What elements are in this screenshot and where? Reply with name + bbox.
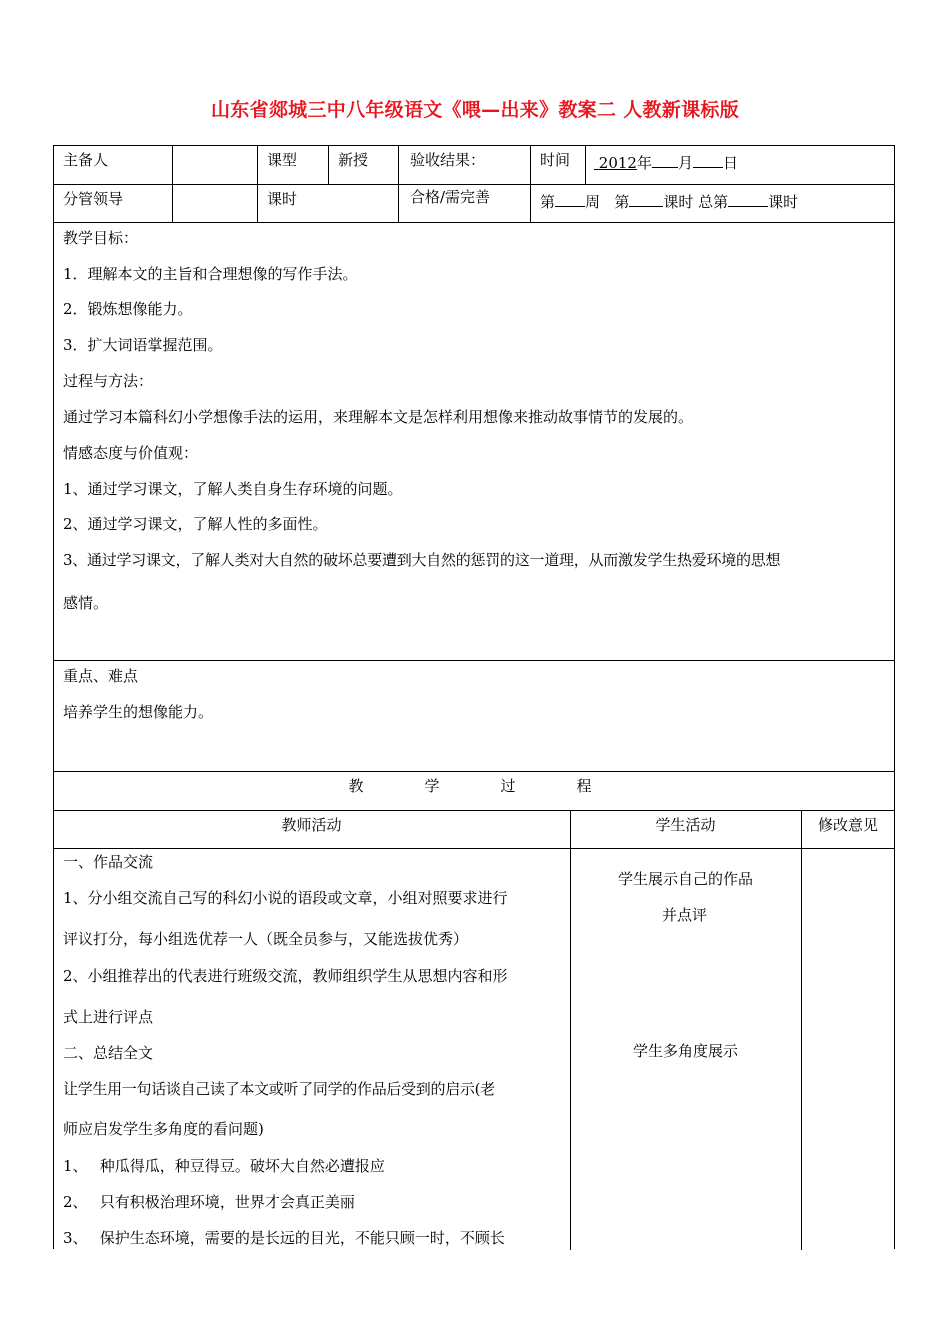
check-result-label: 验收结果：: [410, 151, 486, 169]
table-rule: [53, 222, 895, 223]
time-label: 时间: [540, 151, 571, 169]
table-rule: [530, 145, 531, 222]
process-section-heading: [318, 777, 622, 795]
week-blank: [555, 190, 585, 207]
table-rule: [801, 810, 802, 1250]
teacher-line: 1、 种瓜得瓜，种豆得豆。破坏大自然必遭报应: [63, 1157, 385, 1175]
teacher-line: 评议打分，每小组选优荐一人（既全员参与，又能选拔优秀）: [63, 930, 469, 948]
period-label: 课时: [267, 190, 298, 208]
table-rule: [53, 771, 895, 772]
date-field[interactable]: [594, 151, 738, 172]
heading-char: 学: [424, 777, 440, 795]
total-blank: [728, 190, 768, 207]
student-line: 学生展示自己的作品: [617, 870, 753, 888]
check-options: 合格/需完善: [410, 188, 491, 206]
manager-label: 分管领导: [63, 190, 124, 208]
teacher-line: 3、 保护生态环境，需要的是长远的目光，不能只顾一时，不顾长: [63, 1229, 505, 1247]
teacher-line: 2、小组推荐出的代表进行班级交流，教师组织学生从思想内容和形: [63, 967, 508, 985]
table-rule: [53, 848, 895, 849]
heading-char: 程: [576, 777, 592, 795]
document-title: 山东省郯城三中八年级语文《喂—出来》教案二 人教新课标版: [210, 99, 740, 121]
lesson-suffix: 课时: [663, 193, 694, 211]
lesson-blank: [629, 190, 663, 207]
month-suffix: 月: [677, 154, 693, 172]
process-text: 通过学习本篇科幻小学想像手法的运用，来理解本文是怎样利用想像来推动故事情节的发展的。: [63, 408, 694, 426]
total-suffix: 课时: [768, 193, 799, 211]
revise-column-header: 修改意见: [817, 816, 878, 834]
heading-char: 过: [500, 777, 516, 795]
objective-item: 2．锻炼想像能力。: [63, 300, 193, 318]
lead-preparer-label: 主备人: [63, 151, 109, 169]
week-suffix: 周: [585, 193, 601, 211]
teacher-line: 1、分小组交流自己写的科幻小说的语段或文章，小组对照要求进行: [63, 889, 508, 907]
teacher-line: 一、作品交流: [63, 853, 154, 871]
lesson-type-label: 课型: [267, 151, 298, 169]
focus-heading: 重点、难点: [63, 667, 139, 685]
objective-item: 1．理解本文的主旨和合理想像的写作手法。: [63, 265, 358, 283]
table-rule: [585, 145, 586, 184]
total-prefix: 总第: [698, 193, 729, 211]
teacher-line: 师应启发学生多角度的看问题): [63, 1120, 264, 1138]
table-rule: [398, 145, 399, 222]
process-heading: 过程与方法：: [63, 372, 154, 390]
teacher-line: 让学生用一句话谈自己读了本文或听了同学的作品后受到的启示(老: [63, 1080, 495, 1098]
teacher-line: 二、总结全文: [63, 1044, 154, 1062]
table-rule: [53, 810, 895, 811]
table-rule: [328, 145, 329, 184]
table-rule: [257, 145, 258, 222]
student-line: 学生多角度展示: [632, 1042, 738, 1060]
student-column-header: 学生活动: [655, 816, 716, 834]
year-suffix: 年: [636, 154, 652, 172]
teacher-column-header: 教师活动: [281, 816, 342, 834]
emotion-heading: 情感态度与价值观：: [63, 444, 199, 462]
lesson-type-value: 新授: [338, 151, 369, 169]
month-blank: [652, 151, 678, 168]
emotion-item: 1、通过学习课文，了解人类自身生存环境的问题。: [63, 480, 403, 498]
year-value: 2012: [598, 154, 637, 172]
schedule-field[interactable]: [540, 190, 798, 211]
lesson-prefix: 第: [614, 193, 630, 211]
day-blank: [693, 151, 723, 168]
table-rule: [172, 145, 173, 222]
table-rule: [53, 660, 895, 661]
emotion-item: 2、通过学习课文，了解人性的多面性。: [63, 515, 328, 533]
emotion-tail: 感情。: [63, 594, 109, 612]
teacher-line: 2、 只有积极治理环境，世界才会真正美丽: [63, 1193, 355, 1211]
week-prefix: 第: [540, 193, 556, 211]
teacher-line: 式上进行评点: [63, 1008, 154, 1026]
day-suffix: 日: [723, 154, 739, 172]
objectives-heading: 教学目标：: [63, 229, 139, 247]
emotion-item: 3、通过学习课文，了解人类对大自然的破坏总要遭到大自然的惩罚的这一道理，从而激发学生热爱环境的思想: [63, 551, 781, 569]
focus-text: 培养学生的想像能力。: [63, 703, 214, 721]
heading-char: 教: [348, 777, 364, 795]
student-line: 并点评: [662, 906, 708, 924]
objective-item: 3．扩大词语掌握范围。: [63, 336, 223, 354]
table-rule: [53, 184, 895, 185]
